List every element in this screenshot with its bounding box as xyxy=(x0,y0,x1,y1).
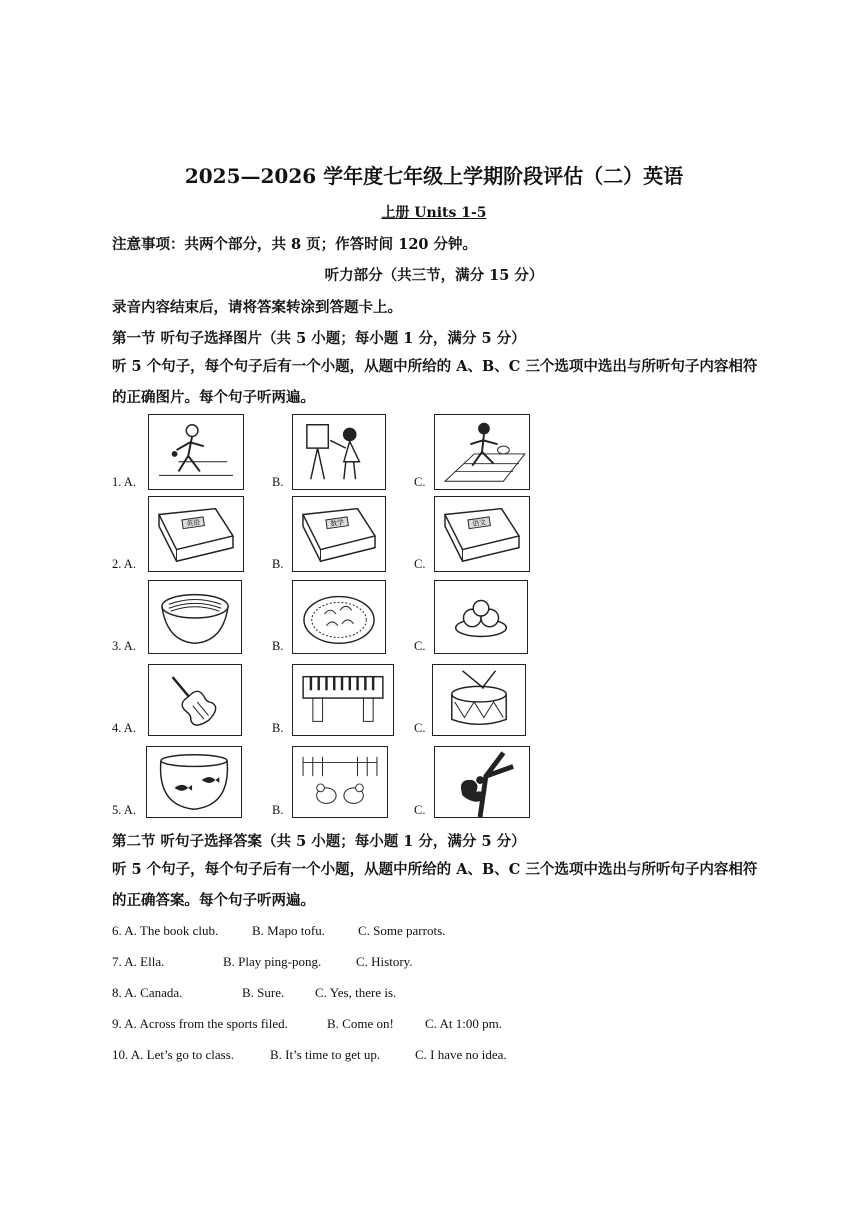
drum-picture xyxy=(432,664,526,736)
q2-label-a: 2. A. xyxy=(112,557,136,571)
q4-label-c: C. xyxy=(414,721,426,735)
q1-label-b: B. xyxy=(272,475,284,489)
q4-label-b: B. xyxy=(272,721,284,735)
notice: 注意事项：共两个部分，共 8 页；作答时间 120 分钟。 xyxy=(112,236,478,253)
question-6 xyxy=(112,923,445,939)
section1-heading: 第一节 听句子选择图片（共 5 小题；每小题 1 分，满分 5 分） xyxy=(112,330,526,347)
q6-option-b: B. Mapo tofu. xyxy=(252,923,325,938)
q10-option-b: B. It’s time to get up. xyxy=(270,1047,381,1062)
question-5 xyxy=(112,742,552,818)
page-title: 2025—2026 学年度七年级上学期阶段评估（二）英语 xyxy=(184,164,684,188)
book-english-picture xyxy=(148,496,244,572)
q2-label-b: B. xyxy=(272,557,284,571)
fish-bowl-picture xyxy=(146,746,242,818)
q6-option-c: C. Some parrots. xyxy=(358,923,446,938)
page-subtitle: 上册 Units 1-5 xyxy=(381,205,487,221)
book-label-english: 英语 xyxy=(185,518,201,529)
question-1 xyxy=(112,414,552,490)
q7-option-a: 7. A. Ella. xyxy=(112,954,165,969)
book-math-picture xyxy=(292,496,386,572)
q5-label-a: 5. A. xyxy=(112,803,136,817)
q5-label-c: C. xyxy=(414,803,426,817)
girl-playing-tennis-picture xyxy=(434,414,530,490)
question-10 xyxy=(112,1047,507,1063)
q3-label-b: B. xyxy=(272,639,284,653)
chickens-picture xyxy=(292,746,388,818)
q9-option-c: C. At 1:00 pm. xyxy=(425,1016,502,1031)
q10-option-a: 10. A. Let’s go to class. xyxy=(112,1047,235,1062)
question-3 xyxy=(112,578,552,654)
girl-painting-picture xyxy=(292,414,386,490)
plate-of-buns-picture xyxy=(434,580,528,654)
q8-option-a: 8. A. Canada. xyxy=(112,985,183,1000)
q1-label-a: 1. A. xyxy=(112,475,136,489)
q7-option-b: B. Play ping-pong. xyxy=(223,954,322,969)
section2-heading: 第二节 听句子选择答案（共 5 小题；每小题 1 分，满分 5 分） xyxy=(112,833,526,850)
book-label-chinese: 语文 xyxy=(471,518,487,529)
q8-option-c: C. Yes, there is. xyxy=(315,985,397,1000)
squirrel-on-tree-picture xyxy=(434,746,530,818)
q7-option-c: C. History. xyxy=(356,954,413,969)
q3-label-a: 3. A. xyxy=(112,639,136,653)
piano-picture xyxy=(292,664,394,736)
question-8 xyxy=(112,985,396,1001)
q6-option-a: 6. A. The book club. xyxy=(112,923,219,938)
q1-label-c: C. xyxy=(414,475,426,489)
section2-instruction: 听 5 个句子，每个句子后有一个小题，从题中所给的 A、B、C 三个选项中选出与所听句子内容相符的正确答案。每个句子听两遍。 xyxy=(112,861,758,909)
bowl-of-noodles-picture xyxy=(148,580,242,654)
q5-label-b: B. xyxy=(272,803,284,817)
plate-of-dumplings-picture xyxy=(292,580,386,654)
q10-option-c: C. I have no idea. xyxy=(415,1047,507,1062)
question-7 xyxy=(112,954,413,970)
section1-instruction: 听 5 个句子，每个句子后有一个小题，从题中所给的 A、B、C 三个选项中选出与所听句子内容相符的正确图片。每个句子听两遍。 xyxy=(112,358,758,406)
q3-label-c: C. xyxy=(414,639,426,653)
question-4 xyxy=(112,660,552,736)
q9-option-a: 9. A. Across from the sports filed. xyxy=(112,1016,288,1031)
question-9 xyxy=(112,1016,502,1032)
book-label-math: 数学 xyxy=(329,518,345,529)
transfer-note: 录音内容结束后，请将答案转涂到答题卡上。 xyxy=(112,299,402,316)
q9-option-b: B. Come on! xyxy=(327,1016,394,1031)
person-playing-ball-picture xyxy=(148,414,244,490)
question-2 xyxy=(112,496,552,572)
book-chinese-picture xyxy=(434,496,530,572)
q2-label-c: C. xyxy=(414,557,426,571)
q8-option-b: B. Sure. xyxy=(242,985,285,1000)
listening-heading: 听力部分（共三节，满分 15 分） xyxy=(324,267,544,284)
q4-label-a: 4. A. xyxy=(112,721,136,735)
violin-picture xyxy=(148,664,242,736)
